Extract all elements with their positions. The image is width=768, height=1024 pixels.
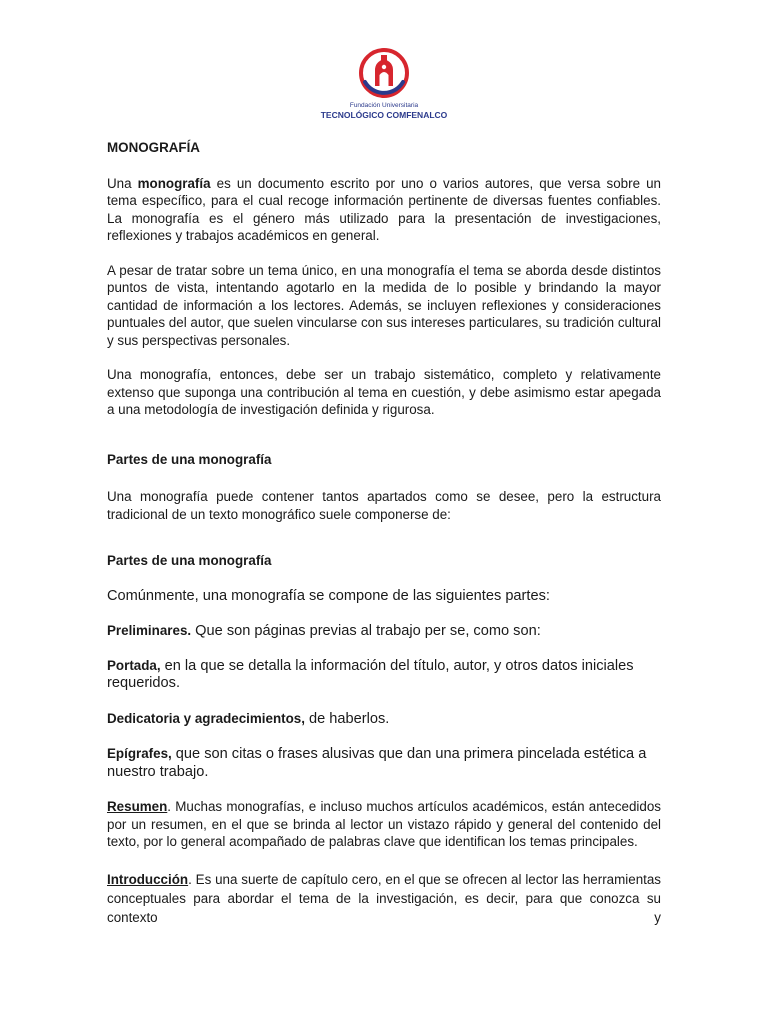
item-preliminares: Preliminares. Que son páginas previas al trabajo per se, como son: [107,623,541,639]
institution-logo [0,46,768,120]
logo-line-2: TECNOLÓGICO COMFENALCO [320,110,448,120]
section-heading-parts-2: Partes de una monografía [107,553,272,568]
bell-tower-emblem-icon [357,46,411,100]
item-resumen: Resumen. Muchas monografías, e incluso muchos artículos académicos, están antecedidos por un resumen, en el que se brinda al lector un vistazo rápido y general del contenido del texto, por lo general acompañado de palabras clave que identifican los temas principales. [107,799,661,849]
paragraph-structure: Una monografía puede contener tantos apartados como se desee, pero la estructura tradicional de un texto monográfico suele componerse de: [107,489,661,522]
bold-term: monografía [137,175,211,191]
section-heading-parts: Partes de una monografía [107,451,272,467]
document-title: MONOGRAFÍA [107,140,200,155]
item-dedicatoria: Dedicatoria y agradecimientos, de haberlos. [107,710,390,727]
item-introduccion: Introducción. Es una suerte de capítulo cero, en el que se ofrecen al lector las herramientas conceptuales para abordar el tema de la investigación, es decir, para que conozca su contexto y [107,871,661,925]
item-portada: Portada, en la que se detalla la información del título, autor, y otros datos iniciales requeridos. [107,657,634,691]
paragraph-systematic: Una monografía, entonces, debe ser un trabajo sistemático, completo y relativamente extenso que suponga una contribución al tema en cuestión, y debe asimismo estar apegada a una metodología de investigación definida y rigurosa. [107,367,661,417]
logo-line-1: Fundación Universitaria [349,102,419,109]
item-epigrafes: Epígrafes, que son citas o frases alusivas que dan una primera pincelada estética a nuestro trabajo. [107,746,647,780]
paragraph-definition: Una monografía es un documento escrito por uno o varios autores, que versa sobre un tema específico, para el cual recoge información pertinente de diversas fuentes confiables. La monografía es el género más utilizado para la presentación de investigaciones, reflexiones y trabajos académicos en general. [107,175,661,243]
paragraph-perspectives: A pesar de tratar sobre un tema único, en una monografía el tema se aborda desde distintos puntos de vista, intentando agotarlo en la medida de lo posible y brindando la mayor cantidad de información a los lectores. Además, se incluyen reflexiones y consideraciones puntuales del autor, que suelen vincularse con sus intereses particulares, su tradición cultural y sus perspectivas personales. [107,262,661,348]
document-body [107,139,661,927]
paragraph-composition: Comúnmente, una monografía se compone de las siguientes partes: [107,587,550,604]
